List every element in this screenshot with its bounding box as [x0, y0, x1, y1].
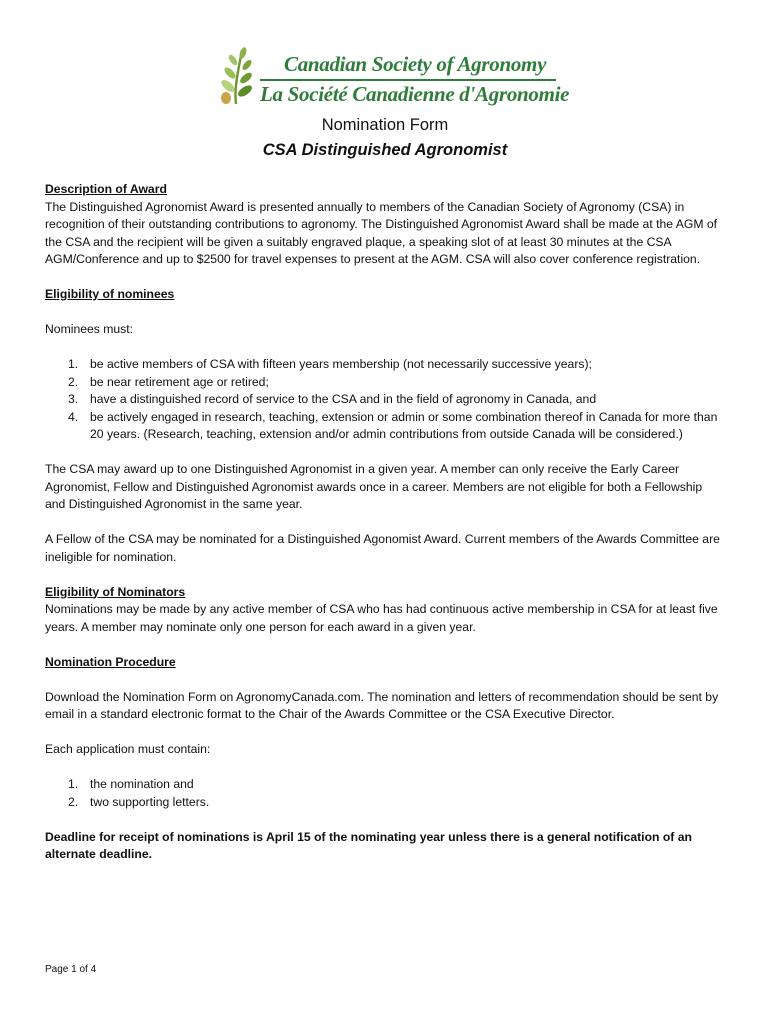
description-heading: Description of Award	[45, 182, 167, 196]
application-intro: Each application must contain:	[45, 742, 211, 756]
description-text: The Distinguished Agronomist Award is presented annually to members of the Canadian Society of Agronomy (CSA) in recognition of their outstanding contributions to agronomy. The Distinguished Agronomist Award shall be made at the AGM of the CSA and the recipient will be given a suitably engraved plaque, a speaking slot of at least 30 minutes at the CSA AGM/Conference and up to $2500 for travel expenses to present at the AGM. CSA will also cover conference registration.	[45, 199, 718, 266]
logo-divider	[260, 79, 556, 81]
document-body	[45, 181, 725, 864]
procedure-text: Download the Nomination Form on AgronomyCanada.com. The nomination and letters of recommendation should be sent by email in a standard electronic format to the Chair of the Awards Committee or the CSA Executive Director.	[45, 689, 719, 721]
application-contents-list	[45, 776, 725, 811]
fellow-eligibility-paragraph: A Fellow of the CSA may be nominated for a Distinguished Agonomist Award. Current members of the Awards Committee are ineligible for nomination.	[45, 532, 720, 564]
nominators-text: Nominations may be made by any active member of CSA who has had continuous active membership in CSA for at least five years. A member may nominate only one person for each award in a given year.	[45, 602, 718, 634]
deadline-notice: Deadline for receipt of nominations is April 15 of the nominating year unless there is a general notification of an alternate deadline.	[45, 829, 692, 861]
list-item: 2. two supporting letters.	[68, 794, 210, 809]
list-item: 3. have a distinguished record of service to the CSA and in the field of agronomy in Canada, and	[68, 392, 597, 406]
list-item: 1. the nomination and	[68, 777, 194, 791]
nominees-intro: Nominees must:	[45, 322, 134, 336]
csa-logo	[216, 44, 570, 108]
logo-name-english: Canadian Society of Agronomy	[284, 52, 547, 76]
list-item: 2. be near retirement age or retired;	[68, 374, 269, 389]
page-subtitle: CSA Distinguished Agronomist	[262, 141, 508, 159]
list-item: 1. be active members of CSA with fifteen years membership (not necessarily successive years);	[68, 357, 592, 371]
page-number: Page 1 of 4	[45, 964, 97, 975]
wheat-plant-icon	[216, 44, 258, 106]
eligibility-nominees-heading: Eligibility of nominees	[45, 287, 175, 301]
procedure-heading: Nomination Procedure	[45, 654, 176, 669]
list-item: 4. be actively engaged in research, teaching, extension or admin or some combination thereof in Canada for more than 20 years. (Research, teaching, extension and/or admin contributions from outside Canada will be considered.)	[68, 409, 718, 441]
nominees-requirements-list	[45, 356, 725, 444]
eligibility-nominators-heading: Eligibility of Nominators	[45, 584, 186, 599]
award-limits-paragraph: The CSA may award up to one Distinguished Agronomist in a given year. A member can only receive the Early Career Agronomist, Fellow and Distinguished Agronomist awards once in a career. Members are not eligible for both a Fellowship and Distinguished Agronomist in the same year.	[45, 462, 703, 511]
page-title: Nomination Form	[321, 116, 449, 134]
logo-name-french: La Société Canadienne d'Agronomie	[260, 82, 570, 106]
